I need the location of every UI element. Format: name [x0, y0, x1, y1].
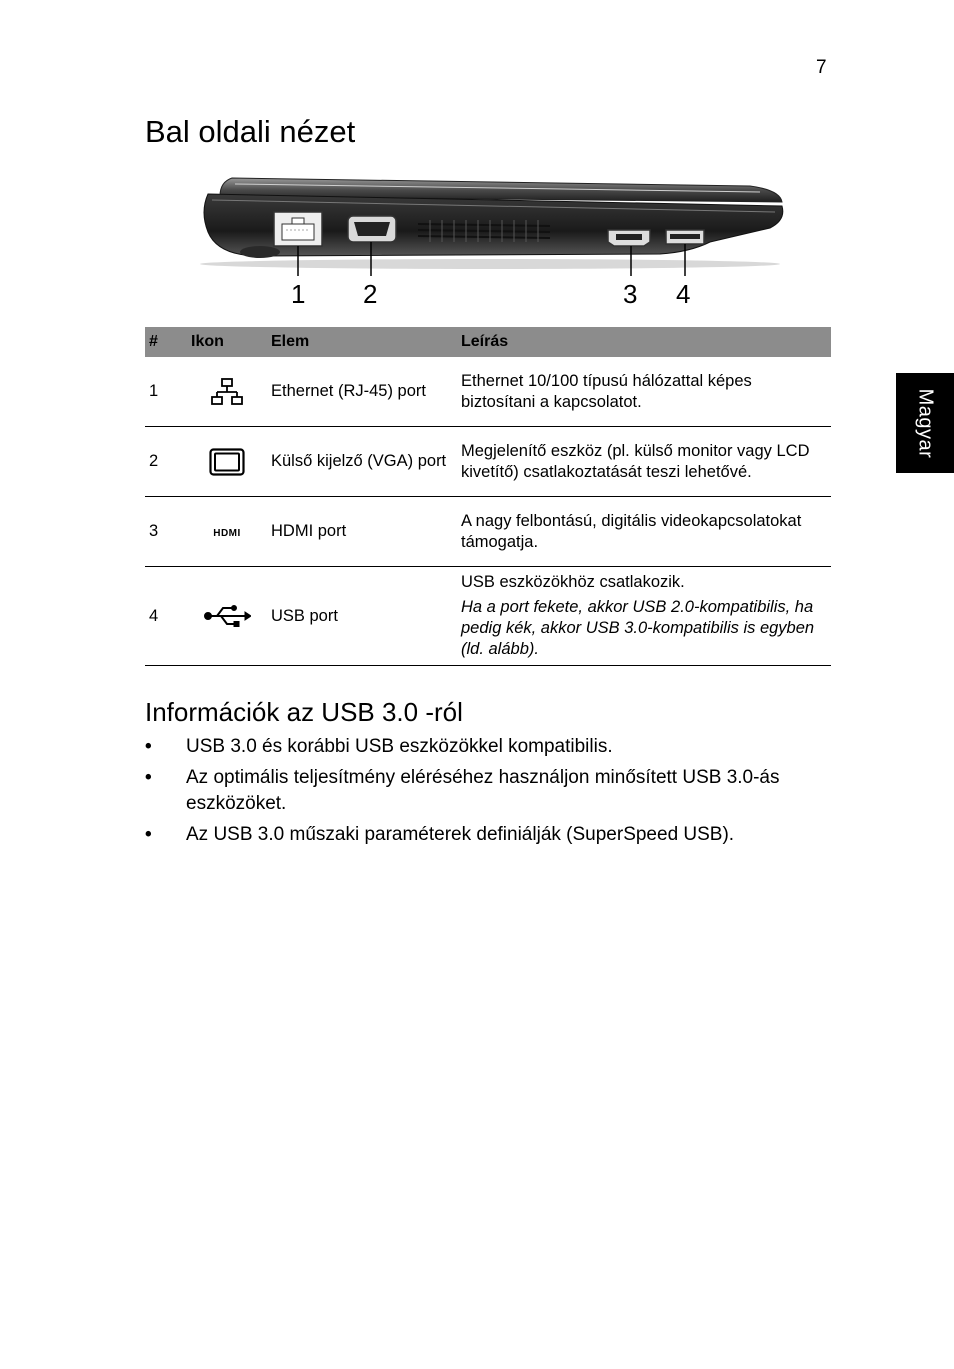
row-icon-cell — [187, 427, 267, 497]
row-description-text: Megjelenítő eszköz (pl. külső monitor vagy LCD kivetítő) csatlakoztatását teszi lehetővé. — [461, 441, 810, 481]
page-number: 7 — [816, 57, 827, 78]
row-icon-cell — [187, 357, 267, 427]
hdmi-icon — [207, 525, 247, 539]
table-row — [145, 567, 831, 666]
row-description-note: Ha a port fekete, akkor USB 2.0-kompatibilis, ha pedig kék, akkor USB 3.0-kompatibilis is egyben (ld. alább). — [461, 598, 815, 658]
language-side-tab — [896, 373, 954, 473]
usb-icon — [203, 603, 251, 629]
row-description-text: USB eszközökhöz csatlakozik. — [461, 573, 685, 591]
laptop-left-side-image — [190, 172, 790, 312]
ethernet-icon — [211, 377, 243, 407]
column-header-description: Leírás — [457, 327, 831, 357]
bullet-icon: • — [145, 767, 152, 788]
row-element: USB port — [267, 567, 457, 666]
callout-number: 3 — [623, 279, 638, 309]
bullet-icon: • — [145, 824, 152, 845]
list-item — [145, 734, 835, 760]
column-header-element: Elem — [267, 327, 457, 357]
language-side-tab-label: Magyar — [914, 388, 937, 458]
table-row — [145, 427, 831, 497]
vga-icon — [209, 448, 245, 476]
ports-table — [145, 327, 831, 666]
row-element: Ethernet (RJ-45) port — [267, 357, 457, 427]
list-item-text: USB 3.0 és korábbi USB eszközökkel kompatibilis. — [186, 736, 613, 757]
table-row — [145, 497, 831, 567]
callout-number: 2 — [363, 279, 378, 309]
row-number: 4 — [145, 567, 187, 666]
table-row — [145, 357, 831, 427]
table-header-row — [145, 327, 831, 357]
list-item-text: Az USB 3.0 műszaki paraméterek definiálják (SuperSpeed USB). — [186, 824, 735, 845]
row-number: 2 — [145, 427, 187, 497]
row-description — [457, 427, 831, 497]
row-description-text: A nagy felbontású, digitális videokapcsolatokat támogatja. — [461, 511, 802, 551]
row-description — [457, 497, 831, 567]
page-title: Bal oldali nézet — [145, 114, 356, 149]
row-description-text: Ethernet 10/100 típusú hálózattal képes biztosítani a kapcsolatot. — [461, 371, 752, 411]
list-item-text: Az optimális teljesítmény eléréséhez használjon minősített USB 3.0-ás eszközöket. — [186, 767, 780, 814]
list-item — [145, 822, 835, 848]
bullet-icon: • — [145, 736, 152, 757]
row-icon-cell — [187, 497, 267, 567]
usb-section-title: Információk az USB 3.0 -ról — [145, 697, 463, 727]
column-header-number: # — [145, 327, 187, 357]
row-description — [457, 567, 831, 666]
list-item — [145, 765, 835, 817]
row-element: Külső kijelző (VGA) port — [267, 427, 457, 497]
row-icon-cell — [187, 567, 267, 666]
row-element: HDMI port — [267, 497, 457, 567]
hdmi-icon-text: HDMI — [213, 527, 241, 539]
row-number: 3 — [145, 497, 187, 567]
callout-number: 4 — [676, 279, 691, 309]
column-header-icon: Ikon — [187, 327, 267, 357]
usb-info-list — [145, 734, 835, 853]
row-number: 1 — [145, 357, 187, 427]
callout-number: 1 — [291, 279, 306, 309]
row-description — [457, 357, 831, 427]
